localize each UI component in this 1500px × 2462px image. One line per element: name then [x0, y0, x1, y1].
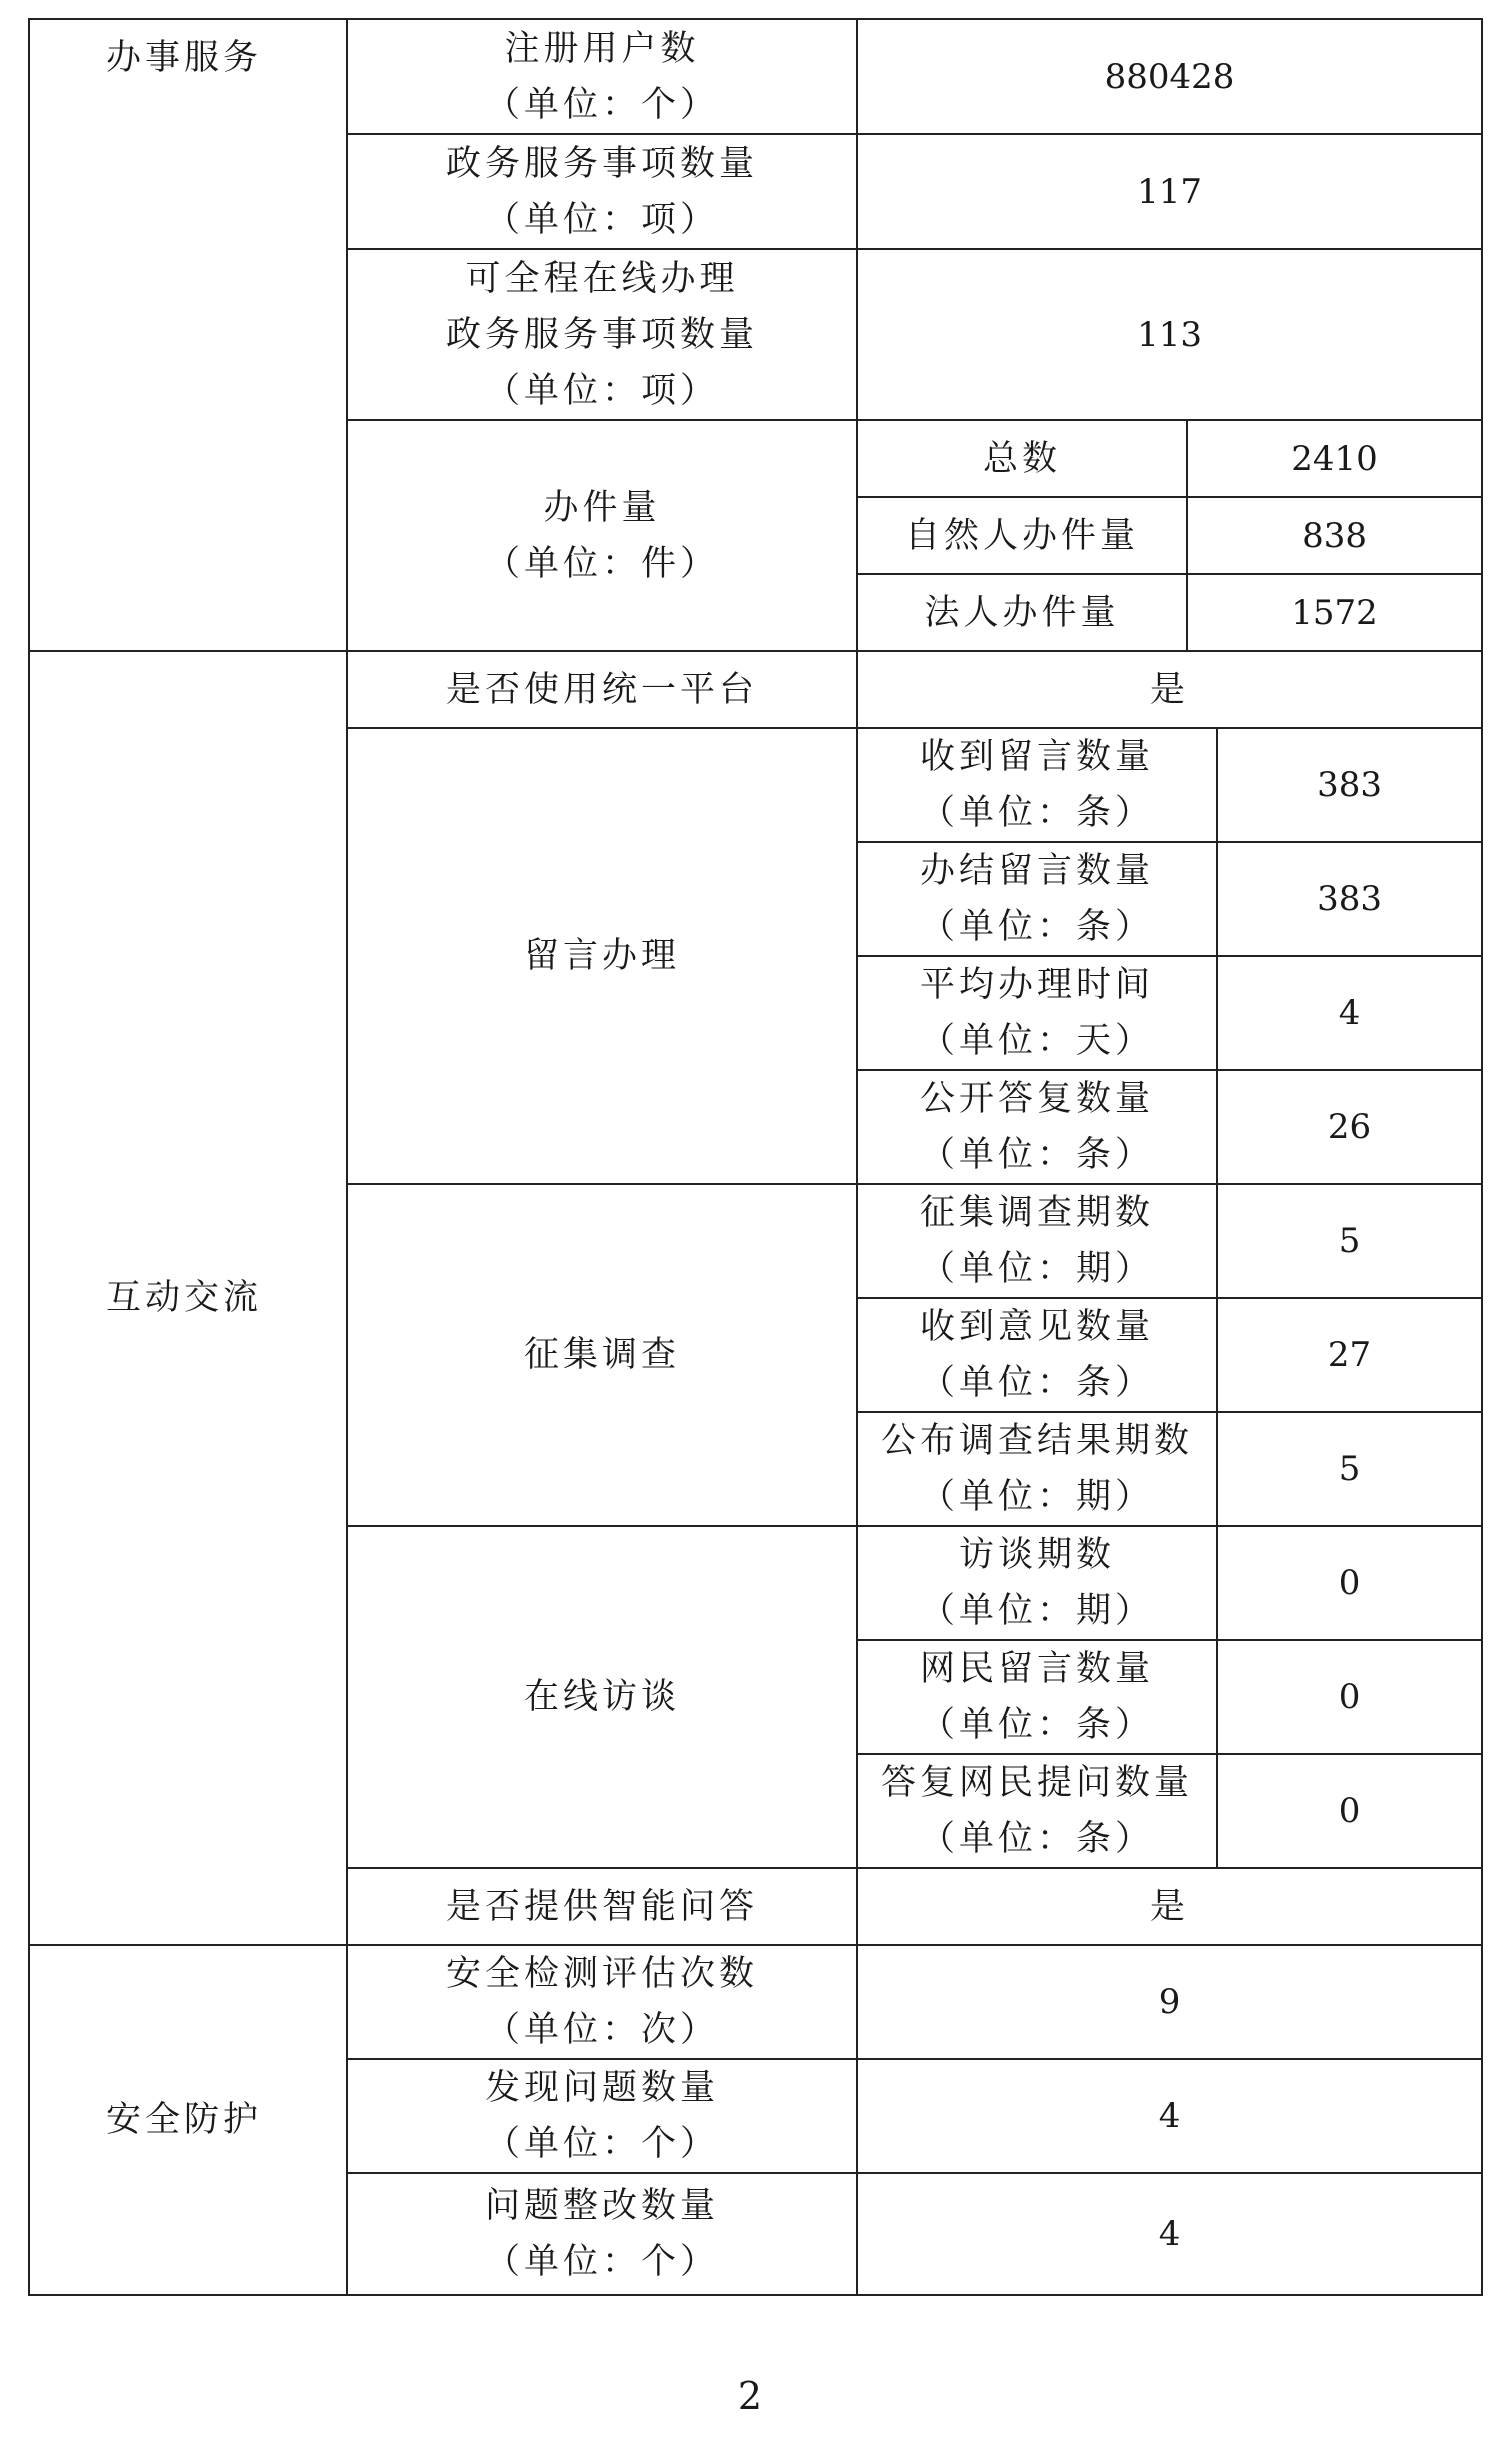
row-name: 安全检测评估次数 （单位：次）: [347, 1945, 857, 2059]
table-row: [29, 651, 1482, 728]
row-name: 是否使用统一平台: [347, 651, 857, 728]
section-label-security: 安全防护: [29, 1945, 347, 2295]
group-item-name: 网民留言数量 （单位：条）: [857, 1640, 1217, 1754]
group-name: 征集调查: [347, 1184, 857, 1526]
group-item-name: 收到留言数量 （单位：条）: [857, 728, 1217, 842]
handling-name: 办件量 （单位：件）: [347, 420, 857, 651]
row-value: 4: [857, 2173, 1482, 2295]
group-name: 在线访谈: [347, 1526, 857, 1868]
handling-item-name: 自然人办件量: [857, 497, 1187, 574]
group-item-name: 办结留言数量 （单位：条）: [857, 842, 1217, 956]
group-item-name: 收到意见数量 （单位：条）: [857, 1298, 1217, 1412]
handling-item-value: 838: [1187, 497, 1482, 574]
row-name: 政务服务事项数量 （单位：项）: [347, 134, 857, 249]
group-item-value: 0: [1217, 1526, 1482, 1640]
group-item-name: 公布调查结果期数 （单位：期）: [857, 1412, 1217, 1526]
row-name: 发现问题数量 （单位：个）: [347, 2059, 857, 2173]
handling-item-value: 2410: [1187, 420, 1482, 497]
section-label-interaction: 互动交流: [29, 651, 347, 1945]
row-name: 是否提供智能问答: [347, 1868, 857, 1945]
group-item-name: 征集调查期数 （单位：期）: [857, 1184, 1217, 1298]
group-item-name: 访谈期数 （单位：期）: [857, 1526, 1217, 1640]
group-item-value: 27: [1217, 1298, 1482, 1412]
group-item-value: 383: [1217, 728, 1482, 842]
group-item-value: 4: [1217, 956, 1482, 1070]
group-item-value: 5: [1217, 1412, 1482, 1526]
page-number: 2: [737, 2374, 763, 2418]
group-item-value: 0: [1217, 1754, 1482, 1868]
row-value: 是: [857, 651, 1482, 728]
row-name: 问题整改数量 （单位：个）: [347, 2173, 857, 2295]
group-name: 留言办理: [347, 728, 857, 1184]
row-value: 4: [857, 2059, 1482, 2173]
statistics-table: [28, 18, 1483, 2296]
group-item-value: 26: [1217, 1070, 1482, 1184]
table-row: [29, 19, 1482, 134]
row-value: 113: [857, 249, 1482, 420]
group-item-name: 平均办理时间 （单位：天）: [857, 956, 1217, 1070]
group-item-value: 0: [1217, 1640, 1482, 1754]
group-item-value: 5: [1217, 1184, 1482, 1298]
row-value: 9: [857, 1945, 1482, 2059]
group-item-name: 答复网民提问数量 （单位：条）: [857, 1754, 1217, 1868]
row-name: 可全程在线办理 政务服务事项数量 （单位：项）: [347, 249, 857, 420]
handling-item-name: 总数: [857, 420, 1187, 497]
group-item-name: 公开答复数量 （单位：条）: [857, 1070, 1217, 1184]
row-name: 注册用户数 （单位：个）: [347, 19, 857, 134]
group-item-value: 383: [1217, 842, 1482, 956]
row-value: 880428: [857, 19, 1482, 134]
handling-item-name: 法人办件量: [857, 574, 1187, 651]
section-label-service: 办事服务: [29, 19, 347, 651]
handling-item-value: 1572: [1187, 574, 1482, 651]
row-value: 是: [857, 1868, 1482, 1945]
row-value: 117: [857, 134, 1482, 249]
table-row: [29, 1945, 1482, 2059]
